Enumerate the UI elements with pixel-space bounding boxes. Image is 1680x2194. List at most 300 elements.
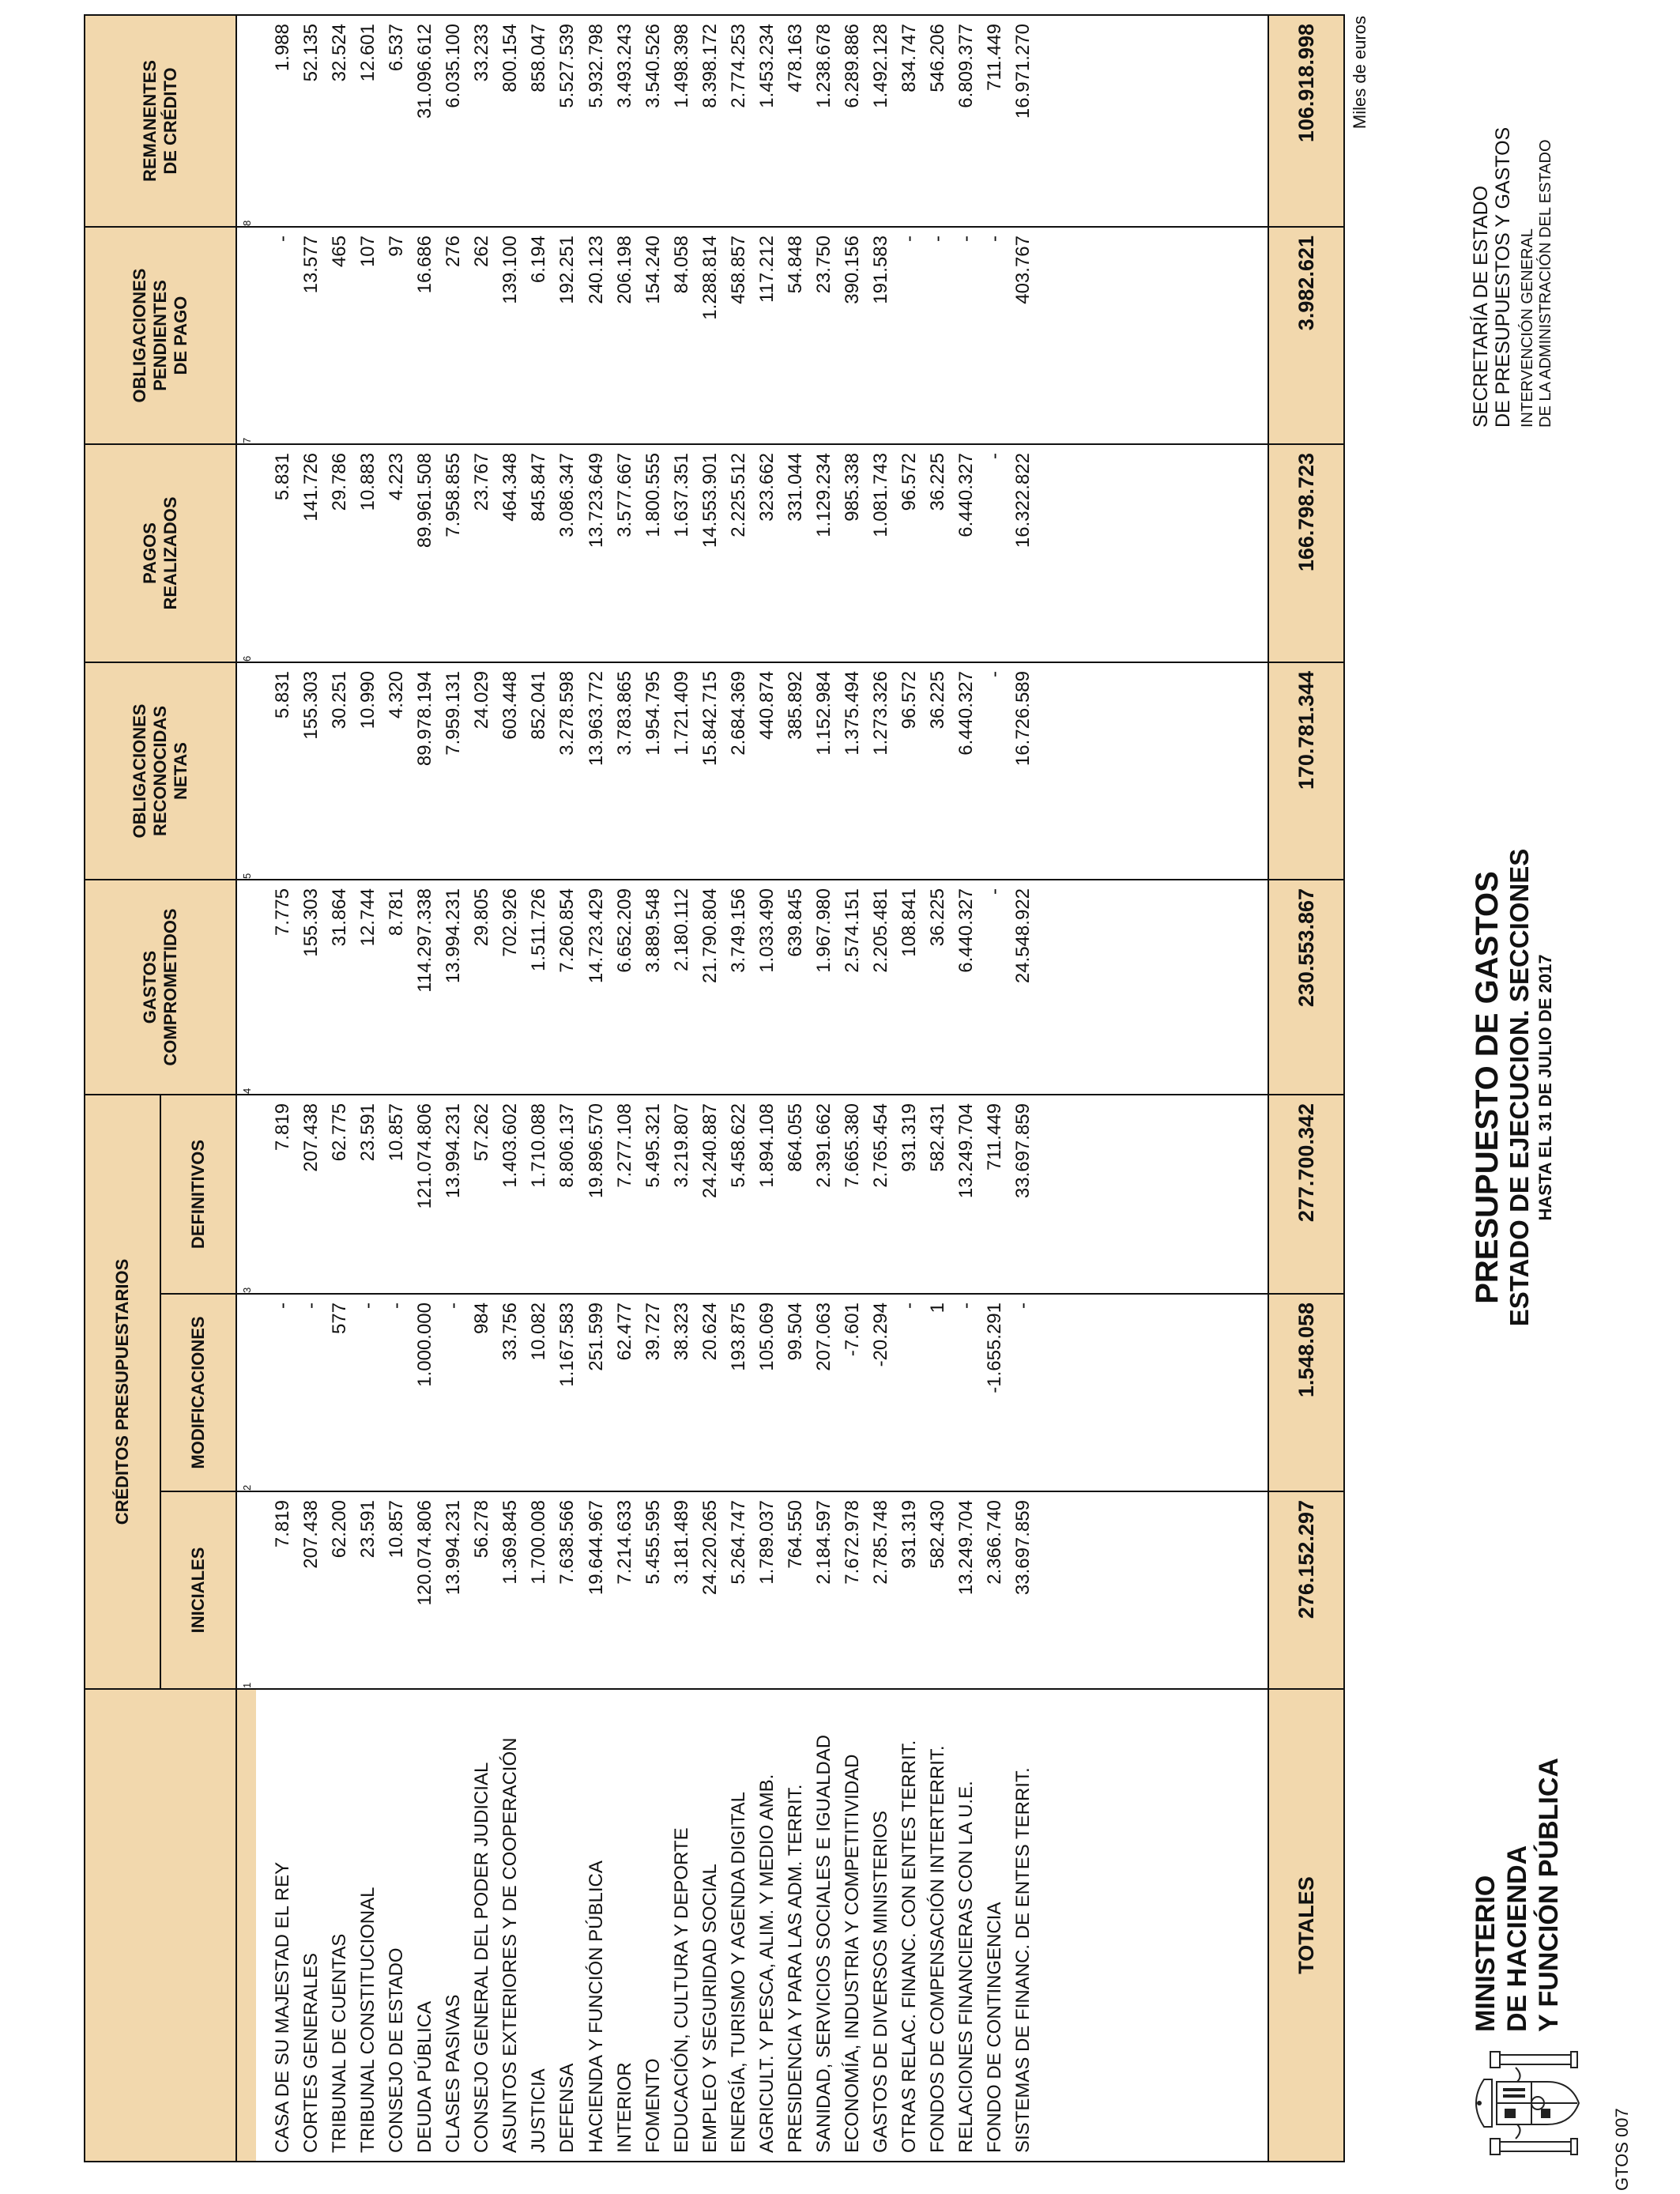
table-cell: 24.220.265 bbox=[699, 1500, 721, 1596]
section-name: SANIDAD, SERVICIOS SOCIALES E IGUALDAD bbox=[812, 1734, 834, 2153]
table-cell: - bbox=[927, 236, 949, 242]
table-cell: 10.857 bbox=[386, 1103, 408, 1162]
table-cell: 985.338 bbox=[841, 453, 863, 522]
table-cell: 16.726.589 bbox=[1012, 671, 1034, 767]
table-cell: - bbox=[984, 453, 1006, 459]
pagos-header-l2: REALIZADOS bbox=[160, 496, 180, 610]
table-cell: 30.251 bbox=[329, 671, 351, 729]
total-obligaciones: 170.781.344 bbox=[1268, 662, 1344, 880]
table-cell: 711.449 bbox=[984, 1103, 1006, 1171]
table-cell: 114.297.338 bbox=[414, 888, 436, 993]
table-cell: 16.971.270 bbox=[1012, 24, 1034, 119]
table-cell: 2.391.662 bbox=[812, 1103, 834, 1188]
table-cell: 62.775 bbox=[329, 1103, 351, 1162]
table-cell: 478.163 bbox=[784, 24, 806, 92]
table-cell: 3.181.489 bbox=[670, 1500, 692, 1585]
column-number: 6 bbox=[236, 444, 256, 662]
table-cell: 7.665.380 bbox=[841, 1103, 863, 1188]
creditos-header: CRÉDITOS PRESUPUESTARIOS bbox=[85, 1095, 160, 1689]
table-cell: 7.775 bbox=[272, 888, 293, 937]
column-number-blank bbox=[236, 1689, 256, 2162]
table-cell: 13.723.649 bbox=[585, 453, 607, 548]
table-cell: 14.723.429 bbox=[585, 888, 607, 984]
table-cell: - bbox=[984, 888, 1006, 895]
table-cell: 390.156 bbox=[841, 236, 863, 304]
total-gastos: 230.553.867 bbox=[1268, 880, 1344, 1095]
table-cell: 121.074.806 bbox=[414, 1103, 436, 1209]
table-cell: 10.857 bbox=[386, 1500, 408, 1559]
report-titles bbox=[1470, 771, 1557, 1404]
pendientes-column bbox=[256, 227, 1268, 444]
table-cell: 6.440.327 bbox=[955, 453, 977, 537]
remanentes-column bbox=[256, 15, 1268, 227]
pagos-header bbox=[85, 444, 236, 662]
table-cell: 5.932.798 bbox=[585, 24, 607, 108]
totals-label: TOTALES bbox=[1268, 1689, 1344, 2162]
table-cell: 13.994.231 bbox=[443, 888, 465, 984]
table-cell: - bbox=[386, 1302, 408, 1309]
table-cell: 1.988 bbox=[272, 24, 293, 72]
table-cell: 2.184.597 bbox=[812, 1500, 834, 1585]
table-cell: 24.240.887 bbox=[699, 1103, 721, 1199]
table-cell: 1.637.351 bbox=[670, 453, 692, 537]
section-name: RELACIONES FINANCIERAS CON LA U.E. bbox=[955, 1781, 977, 2153]
modificaciones-header: MODIFICACIONES bbox=[160, 1294, 236, 1491]
section-name: FONDOS DE COMPENSACIÓN INTERTERRIT. bbox=[927, 1745, 949, 2153]
ministry-line-1: MINISTERIO bbox=[1471, 1875, 1501, 2032]
table-cell: 577 bbox=[329, 1302, 351, 1335]
table-cell: 13.249.704 bbox=[955, 1103, 977, 1199]
column-number-row bbox=[236, 15, 256, 2162]
report-subtitle: ESTADO DE EJECUCION. SECCIONES bbox=[1505, 848, 1534, 1327]
table-cell: 3.577.667 bbox=[613, 453, 635, 537]
table-cell: 5.495.321 bbox=[642, 1103, 664, 1188]
table-cell: 331.044 bbox=[784, 453, 806, 522]
table-cell: 1.800.555 bbox=[642, 453, 664, 537]
ministry-name bbox=[1470, 1747, 1565, 2032]
table-cell: 464.348 bbox=[499, 453, 522, 522]
table-cell: 702.926 bbox=[499, 888, 522, 957]
table-cell: 931.319 bbox=[898, 1500, 921, 1569]
table-cell: 858.047 bbox=[528, 24, 550, 92]
table-cell: 240.123 bbox=[585, 236, 607, 304]
obligaciones-column bbox=[256, 662, 1268, 880]
table-cell: 10.883 bbox=[357, 453, 379, 511]
table-cell: 108.841 bbox=[898, 888, 921, 957]
table-cell: - bbox=[357, 1302, 379, 1309]
table-cell: 1.700.008 bbox=[528, 1500, 550, 1585]
table-cell: 13.963.772 bbox=[585, 671, 607, 767]
secretaria-line-2: DE PRESUPUESTOS Y GASTOS bbox=[1492, 126, 1514, 428]
table-cell: 1.511.726 bbox=[528, 888, 550, 971]
table-cell: 7.260.854 bbox=[556, 888, 578, 973]
table-cell: 6.289.886 bbox=[841, 24, 863, 108]
table-cell: 14.553.901 bbox=[699, 453, 721, 548]
table-cell: 33.697.859 bbox=[1012, 1500, 1034, 1596]
total-pendientes: 3.982.621 bbox=[1268, 227, 1344, 444]
table-cell: 3.493.243 bbox=[613, 24, 635, 108]
gastos-header-l1: GASTOS bbox=[140, 950, 160, 1024]
section-name: FOMENTO bbox=[642, 2058, 664, 2153]
table-cell: 1.000.000 bbox=[414, 1302, 436, 1387]
table-cell: 24.029 bbox=[471, 671, 493, 729]
table-cell: 33.233 bbox=[471, 24, 493, 82]
table-cell: 29.805 bbox=[471, 888, 493, 947]
table-cell: 3.278.598 bbox=[556, 671, 578, 756]
table-cell: 2.774.253 bbox=[727, 24, 749, 108]
table-cell: 582.431 bbox=[927, 1103, 949, 1172]
section-name: CASA DE SU MAJESTAD EL REY bbox=[272, 1861, 293, 2153]
column-number: 8 bbox=[236, 15, 256, 227]
table-cell: 16.322.822 bbox=[1012, 453, 1034, 548]
table-cell: 19.896.570 bbox=[585, 1103, 607, 1199]
table-cell: 155.303 bbox=[300, 888, 322, 957]
table-cell: 1.152.984 bbox=[812, 671, 834, 756]
table-cell: 21.790.804 bbox=[699, 888, 721, 984]
pendientes-header-l3: DE PAGO bbox=[171, 296, 190, 375]
units-label: Miles de euros bbox=[1350, 16, 1369, 130]
section-name: EMPLEO Y SEGURIDAD SOCIAL bbox=[699, 1864, 721, 2153]
table-cell: 12.601 bbox=[357, 24, 379, 82]
table-cell: 99.504 bbox=[784, 1302, 806, 1361]
secretaria-line-1: SECRETARÍA DE ESTADO bbox=[1470, 185, 1492, 428]
definitivos-column bbox=[256, 1095, 1268, 1294]
table-cell: 5.831 bbox=[272, 453, 293, 501]
table-cell: 1.238.678 bbox=[812, 24, 834, 108]
table-cell: - bbox=[443, 1302, 465, 1309]
table-cell: 7.672.978 bbox=[841, 1500, 863, 1585]
table-cell: - bbox=[898, 236, 921, 242]
table-cell: 117.212 bbox=[755, 236, 778, 303]
table-cell: 2.785.748 bbox=[869, 1500, 891, 1585]
table-cell: 2.574.151 bbox=[841, 888, 863, 973]
table-cell: 1.721.409 bbox=[670, 671, 692, 756]
table-cell: 1.369.845 bbox=[499, 1500, 522, 1585]
table-cell: 1.894.108 bbox=[755, 1103, 778, 1188]
table-cell: 276 bbox=[443, 236, 465, 268]
table-cell: 193.875 bbox=[727, 1302, 749, 1371]
section-name: INTERIOR bbox=[613, 2062, 635, 2153]
table-cell: 7.277.108 bbox=[613, 1103, 635, 1188]
table-cell: 864.055 bbox=[784, 1103, 806, 1172]
table-cell: - bbox=[984, 671, 1006, 677]
table-cell: -7.601 bbox=[841, 1302, 863, 1357]
total-modificaciones: 1.548.058 bbox=[1268, 1294, 1344, 1491]
table-cell: 5.455.595 bbox=[642, 1500, 664, 1585]
table-cell: 97 bbox=[386, 236, 408, 257]
obligaciones-header-l1: OBLIGACIONES bbox=[130, 703, 149, 839]
table-cell: 3.086.347 bbox=[556, 453, 578, 537]
table-cell: 6.440.327 bbox=[955, 888, 977, 973]
obligaciones-header-l2: RECONOCIDAS bbox=[150, 706, 170, 837]
table-cell: 33.756 bbox=[499, 1302, 522, 1361]
table-cell: - bbox=[898, 1302, 921, 1309]
table-cell: 2.684.369 bbox=[727, 671, 749, 756]
table-cell: 4.223 bbox=[386, 453, 408, 501]
table-cell: 33.697.859 bbox=[1012, 1103, 1034, 1199]
table-cell: 8.806.137 bbox=[556, 1103, 578, 1188]
section-name: CONSEJO GENERAL DEL PODER JUDICIAL bbox=[471, 1762, 493, 2153]
table-cell: 1.375.494 bbox=[841, 671, 863, 756]
table-cell: 2.366.740 bbox=[984, 1500, 1006, 1585]
table-cell: 207.063 bbox=[812, 1302, 834, 1371]
table-cell: 36.225 bbox=[927, 888, 949, 947]
table-cell: 207.438 bbox=[300, 1103, 322, 1172]
table-cell: 96.572 bbox=[898, 671, 921, 729]
table-cell: 31.864 bbox=[329, 888, 351, 947]
section-name: JUSTICIA bbox=[528, 2068, 550, 2153]
table-cell: 1.710.088 bbox=[528, 1103, 550, 1188]
table-cell: 1.033.490 bbox=[755, 888, 778, 973]
section-name: GASTOS DE DIVERSOS MINISTERIOS bbox=[869, 1811, 891, 2153]
table-cell: - bbox=[272, 1302, 293, 1309]
table-cell: 8.398.172 bbox=[699, 24, 721, 108]
definitivos-header: DEFINITIVOS bbox=[160, 1095, 236, 1294]
modificaciones-column bbox=[256, 1294, 1268, 1491]
table-cell: 19.644.967 bbox=[585, 1500, 607, 1596]
section-name: FONDO DE CONTINGENCIA bbox=[984, 1902, 1006, 2153]
section-name: CLASES PASIVAS bbox=[443, 1994, 465, 2153]
table-cell: 6.652.209 bbox=[613, 888, 635, 973]
table-cell: 89.978.194 bbox=[414, 671, 436, 767]
table-cell: 262 bbox=[471, 236, 493, 268]
secretaria-block bbox=[1470, 17, 1555, 428]
table-cell: 440.874 bbox=[755, 671, 778, 740]
table-cell: 141.726 bbox=[300, 453, 322, 522]
obligaciones-header bbox=[85, 662, 236, 880]
column-number: 4 bbox=[236, 880, 256, 1095]
remanentes-header bbox=[85, 15, 236, 227]
table-cell: 192.251 bbox=[556, 236, 578, 304]
table-cell: 32.524 bbox=[329, 24, 351, 82]
table-cell: 6.440.327 bbox=[955, 671, 977, 756]
section-name: CONSEJO DE ESTADO bbox=[386, 1947, 408, 2153]
table-cell: 6.035.100 bbox=[443, 24, 465, 108]
table-cell: 5.458.622 bbox=[727, 1103, 749, 1188]
table-cell: 139.100 bbox=[499, 236, 522, 304]
table-cell: 3.889.548 bbox=[642, 888, 664, 973]
pendientes-header-l2: PENDIENTES bbox=[150, 280, 170, 391]
table-cell: 465 bbox=[329, 236, 351, 268]
coat-of-arms-icon bbox=[1468, 2044, 1587, 2162]
budget-table bbox=[84, 14, 1345, 2162]
table-cell: 7.819 bbox=[272, 1103, 293, 1152]
footer-code: GTOS 007 bbox=[1612, 2108, 1632, 2191]
column-number: 7 bbox=[236, 227, 256, 444]
table-cell: 7.819 bbox=[272, 1500, 293, 1548]
table-cell: 1.129.234 bbox=[812, 453, 834, 537]
table-cell: - bbox=[984, 236, 1006, 242]
table-cell: 56.278 bbox=[471, 1500, 493, 1559]
table-cell: 323.662 bbox=[755, 453, 778, 522]
total-remanentes: 106.918.998 bbox=[1268, 15, 1344, 227]
column-number: 5 bbox=[236, 662, 256, 880]
table-cell: 154.240 bbox=[642, 236, 664, 304]
table-cell: 1.498.398 bbox=[670, 24, 692, 108]
table-cell: 3.783.865 bbox=[613, 671, 635, 756]
iniciales-header: INICIALES bbox=[160, 1491, 236, 1689]
table-cell: 1.167.583 bbox=[556, 1302, 578, 1387]
pagos-column bbox=[256, 444, 1268, 662]
table-cell: 834.747 bbox=[898, 24, 921, 92]
table-cell: 105.069 bbox=[755, 1302, 778, 1371]
totals-row bbox=[1268, 15, 1344, 2162]
table-cell: 10.990 bbox=[357, 671, 379, 729]
table-cell: 984 bbox=[471, 1302, 493, 1335]
table-cell: 403.767 bbox=[1012, 236, 1034, 304]
table-cell: 582.430 bbox=[927, 1500, 949, 1569]
ministry-line-2: DE HACIENDA bbox=[1502, 1845, 1532, 2032]
table-cell: 6.194 bbox=[528, 236, 550, 284]
table-cell: - bbox=[955, 1302, 977, 1309]
table-cell: 7.958.855 bbox=[443, 453, 465, 537]
table-cell: 852.041 bbox=[528, 671, 550, 740]
section-name: PRESIDENCIA Y PARA LAS ADM. TERRIT. bbox=[784, 1784, 806, 2153]
table-cell: -20.294 bbox=[869, 1302, 891, 1367]
table-cell: 15.842.715 bbox=[699, 671, 721, 767]
table-cell: 23.767 bbox=[471, 453, 493, 511]
column-number: 3 bbox=[236, 1095, 256, 1294]
total-pagos: 166.798.723 bbox=[1268, 444, 1344, 662]
table-cell: 1.453.234 bbox=[755, 24, 778, 108]
report-title: PRESUPUESTO DE GASTOS bbox=[1470, 871, 1505, 1304]
table-cell: 711.449 bbox=[984, 24, 1006, 91]
table-cell: 31.096.612 bbox=[414, 24, 436, 119]
table-cell: 16.686 bbox=[414, 236, 436, 294]
table-cell: 1.403.602 bbox=[499, 1103, 522, 1188]
table-cell: 13.249.704 bbox=[955, 1500, 977, 1596]
table-cell: 96.572 bbox=[898, 453, 921, 511]
table-cell: 603.448 bbox=[499, 671, 522, 740]
section-name: AGRICULT. Y PESCA, ALIM. Y MEDIO AMB. bbox=[755, 1774, 778, 2153]
table-cell: 52.135 bbox=[300, 24, 322, 82]
table-cell: 191.583 bbox=[869, 236, 891, 304]
section-name: CORTES GENERALES bbox=[300, 1953, 322, 2153]
table-cell: 54.848 bbox=[784, 236, 806, 294]
table-body-row bbox=[256, 15, 1268, 2162]
total-iniciales: 276.152.297 bbox=[1268, 1491, 1344, 1689]
table-cell: 1.492.128 bbox=[869, 24, 891, 108]
section-name: EDUCACIÓN, CULTURA Y DEPORTE bbox=[670, 1827, 692, 2153]
table-cell: 1.273.326 bbox=[869, 671, 891, 756]
table-cell: 36.225 bbox=[927, 671, 949, 729]
section-name: ENERGÍA, TURISMO Y AGENDA DIGITAL bbox=[727, 1791, 749, 2153]
table-cell: 931.319 bbox=[898, 1103, 921, 1172]
table-cell: 23.750 bbox=[812, 236, 834, 294]
table-cell: 120.074.806 bbox=[414, 1500, 436, 1606]
table-cell: 5.264.747 bbox=[727, 1500, 749, 1585]
table-cell: 5.831 bbox=[272, 671, 293, 719]
table-cell: 546.206 bbox=[927, 24, 949, 92]
table-cell: 845.847 bbox=[528, 453, 550, 522]
table-cell: 23.591 bbox=[357, 1500, 379, 1559]
table-cell: 639.845 bbox=[784, 888, 806, 957]
section-name: HACIENDA Y FUNCIÓN PÚBLICA bbox=[585, 1860, 607, 2153]
table-cell: 24.548.922 bbox=[1012, 888, 1034, 984]
table-cell: 3.219.807 bbox=[670, 1103, 692, 1188]
table-cell: 13.994.231 bbox=[443, 1500, 465, 1596]
table-cell: 7.214.633 bbox=[613, 1500, 635, 1585]
gastos-column bbox=[256, 880, 1268, 1095]
table-cell: 155.303 bbox=[300, 671, 322, 740]
ministry-line-3: Y FUNCIÓN PÚBLICA bbox=[1534, 1758, 1564, 2032]
section-name: OTRAS RELAC. FINANC. CON ENTES TERRIT. bbox=[898, 1740, 921, 2153]
pagos-header-l1: PAGOS bbox=[140, 522, 160, 584]
table-cell: 2.180.112 bbox=[670, 888, 692, 971]
table-cell: 7.638.566 bbox=[556, 1500, 578, 1585]
table-cell: 1 bbox=[927, 1302, 949, 1314]
table-cell: 89.961.508 bbox=[414, 453, 436, 548]
table-cell: 1.288.814 bbox=[699, 236, 721, 320]
pendientes-header bbox=[85, 227, 236, 444]
gastos-header-l2: COMPROMETIDOS bbox=[160, 908, 180, 1066]
intervencion-line-1: INTERVENCIÓN GENERAL bbox=[1519, 228, 1536, 428]
section-name: ASUNTOS EXTERIORES Y DE COOPERACIÓN bbox=[499, 1737, 522, 2153]
table-cell: - bbox=[955, 236, 977, 242]
table-cell: 2.225.512 bbox=[727, 453, 749, 537]
table-cell: 1.954.795 bbox=[642, 671, 664, 756]
table-cell: 107 bbox=[357, 236, 379, 268]
table-cell: 7.959.131 bbox=[443, 671, 465, 756]
table-cell: 3.749.156 bbox=[727, 888, 749, 973]
table-cell: 23.591 bbox=[357, 1103, 379, 1162]
section-name: ECONOMÍA, INDUSTRIA Y COMPETITIVIDAD bbox=[841, 1754, 863, 2153]
table-cell: 5.527.539 bbox=[556, 24, 578, 108]
gastos-header bbox=[85, 880, 236, 1095]
table-cell: 3.540.526 bbox=[642, 24, 664, 108]
table-cell: 10.082 bbox=[528, 1302, 550, 1361]
remanentes-header-l2: DE CRÉDITO bbox=[160, 67, 180, 175]
table-cell: 39.727 bbox=[642, 1302, 664, 1361]
table-cell: 20.624 bbox=[699, 1302, 721, 1361]
table-cell: -1.655.291 bbox=[984, 1302, 1006, 1393]
obligaciones-header-l3: NETAS bbox=[171, 742, 190, 800]
iniciales-column bbox=[256, 1491, 1268, 1689]
table-cell: 8.781 bbox=[386, 888, 408, 937]
table-cell: 6.809.377 bbox=[955, 24, 977, 108]
column-number: 1 bbox=[236, 1491, 256, 1689]
section-names-column bbox=[256, 1689, 1268, 2162]
table-cell: 1.789.037 bbox=[755, 1500, 778, 1585]
table-cell: 4.320 bbox=[386, 671, 408, 719]
table-cell: 1.081.743 bbox=[869, 453, 891, 537]
table-cell: 29.786 bbox=[329, 453, 351, 511]
table-cell: - bbox=[1012, 1302, 1034, 1309]
table-cell: 2.765.454 bbox=[869, 1103, 891, 1188]
section-name: TRIBUNAL DE CUENTAS bbox=[329, 1933, 351, 2153]
column-number: 2 bbox=[236, 1294, 256, 1491]
table-cell: 385.892 bbox=[784, 671, 806, 740]
table-cell: 764.550 bbox=[784, 1500, 806, 1569]
section-header-blank bbox=[85, 1689, 236, 2162]
section-name: TRIBUNAL CONSTITUCIONAL bbox=[357, 1887, 379, 2153]
table-cell: 800.154 bbox=[499, 24, 522, 92]
table-cell: 206.198 bbox=[613, 236, 635, 304]
table-cell: 38.323 bbox=[670, 1302, 692, 1361]
table-cell: 2.205.481 bbox=[869, 888, 891, 973]
table-cell: 1.967.980 bbox=[812, 888, 834, 973]
section-name: DEUDA PÚBLICA bbox=[414, 2000, 436, 2153]
table-cell: 12.744 bbox=[357, 888, 379, 947]
pendientes-header-l1: OBLIGACIONES bbox=[130, 268, 149, 403]
table-cell: 62.477 bbox=[613, 1302, 635, 1361]
section-name: DEFENSA bbox=[556, 2063, 578, 2153]
total-definitivos: 277.700.342 bbox=[1268, 1095, 1344, 1294]
table-cell: - bbox=[272, 236, 293, 242]
table-cell: 36.225 bbox=[927, 453, 949, 511]
report-date: HASTA EL 31 DE JULIO DE 2017 bbox=[1535, 954, 1555, 1221]
intervencion-line-2: DE LA ADMINISTRACIÓN DEL ESTADO bbox=[1537, 139, 1554, 428]
